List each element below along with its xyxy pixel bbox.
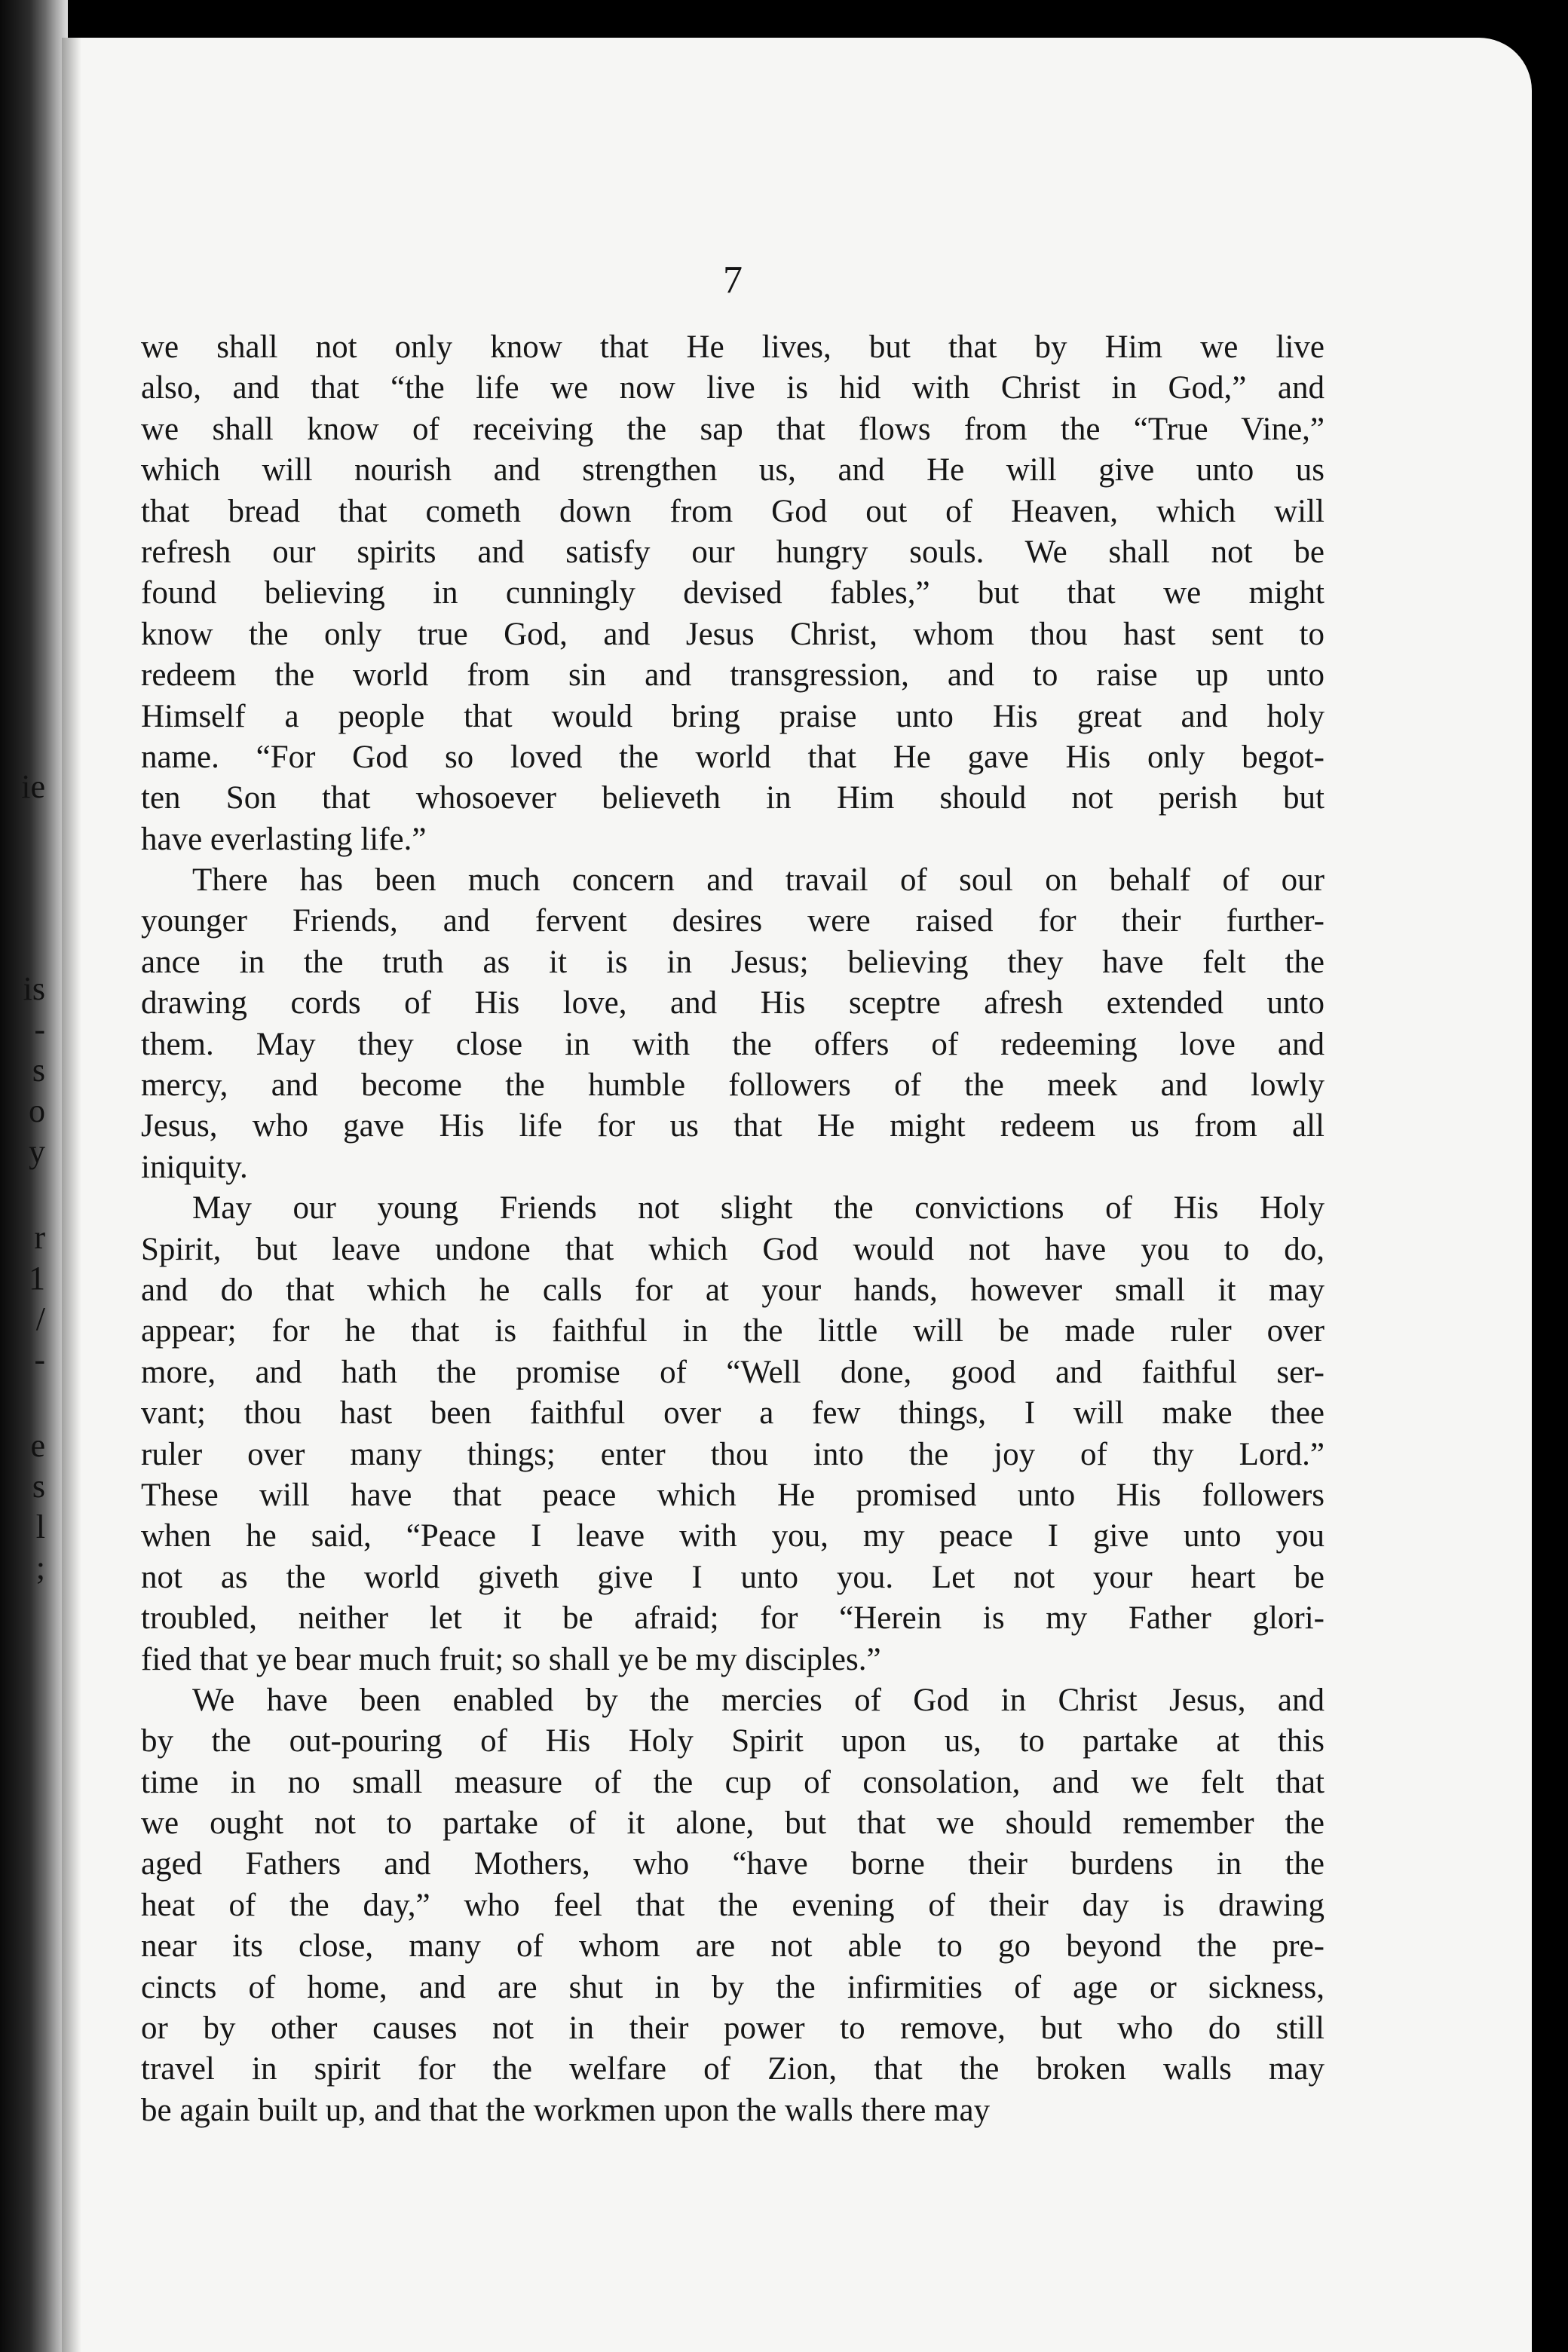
text-line: younger Friends, and fervent desires were raised for their further- (141, 903, 1325, 939)
text-line: Spirit, but leave undone that which God would not have you to do, (141, 1231, 1325, 1267)
book-page (62, 38, 1532, 2352)
text-line: that bread that cometh down from God out of Heaven, which will (141, 493, 1325, 529)
margin-fragment: o (29, 1092, 45, 1129)
text-line: near its close, many of whom are not able to go beyond the pre- (141, 1928, 1325, 1965)
paragraph (141, 860, 1325, 1188)
text-line: fied that ye bear much fruit; so shall ye be my disciples.” (141, 1641, 881, 1677)
text-line: or by other causes not in their power to remove, but who do still (141, 2011, 1325, 2047)
text-line: not as the world giveth give I unto you. Let not your heart be (141, 1559, 1325, 1595)
text-line: by the out-pouring of His Holy Spirit upon us, to partake at this (141, 1723, 1325, 1759)
text-line: we shall not only know that He lives, but that by Him we live (141, 329, 1325, 365)
text-line: troubled, neither let it be afraid; for “Herein is my Father glori- (141, 1600, 1325, 1637)
text-line: be again built up, and that the workmen upon the walls there may (141, 2092, 991, 2128)
text-line: ruler over many things; enter thou into the joy of thy Lord.” (141, 1436, 1325, 1472)
text-line: ten Son that whosoever believeth in Him should not perish but (141, 780, 1325, 816)
text-line: have everlasting life.” (141, 821, 427, 857)
text-line: when he said, “Peace I leave with you, my peace I give unto you (141, 1518, 1325, 1554)
text-line: and do that which he calls for at your hands, however small it may (141, 1272, 1325, 1308)
text-line: also, and that “the life we now live is hid with Christ in God,” and (141, 370, 1325, 406)
margin-fragment: / (35, 1300, 45, 1337)
text-line: There has been much concern and travail of soul on behalf of our (192, 862, 1325, 899)
page-number: 7 (723, 259, 743, 302)
gutter-shadow (62, 38, 81, 2352)
margin-fragment: is (23, 970, 45, 1007)
facing-page-margin (0, 0, 68, 2352)
text-line: know the only true God, and Jesus Christ, whom thou hast sent to (141, 616, 1325, 652)
paragraph (141, 327, 1325, 860)
margin-fragment: - (34, 1341, 45, 1378)
margin-fragment: l (35, 1508, 45, 1545)
text-line: These will have that peace which He promised unto His followers (141, 1477, 1325, 1513)
text-line: we ought not to partake of it alone, but that we should remember the (141, 1805, 1325, 1842)
text-line: mercy, and become the humble followers of the meek and lowly (141, 1067, 1325, 1104)
text-line: vant; thou hast been faithful over a few things, I will make thee (141, 1395, 1325, 1432)
text-line: iniquity. (141, 1149, 248, 1185)
paragraph (141, 1188, 1325, 1680)
text-line: ance in the truth as it is in Jesus; believing they have felt the (141, 944, 1325, 980)
text-line: refresh our spirits and satisfy our hungry souls. We shall not be (141, 534, 1325, 570)
text-line: heat of the day,” who feel that the evening of their day is drawing (141, 1887, 1325, 1923)
text-line: aged Fathers and Mothers, who “have borne their burdens in the (141, 1846, 1325, 1882)
text-line: name. “For God so loved the world that He gave His only begot- (141, 739, 1325, 775)
text-line: May our young Friends not slight the convictions of His Holy (192, 1190, 1325, 1227)
margin-fragment: ie (21, 768, 45, 805)
margin-fragment: e (30, 1427, 45, 1464)
margin-fragment: r (34, 1219, 45, 1256)
margin-fragment: y (29, 1133, 45, 1170)
text-line: we shall know of receiving the sap that flows from the “True Vine,” (141, 411, 1325, 447)
margin-fragment: s (32, 1468, 45, 1505)
text-line: found believing in cunningly devised fables,” but that we might (141, 575, 1325, 611)
paragraph (141, 1680, 1325, 2131)
margin-fragment: ; (35, 1549, 45, 1586)
text-line: redeem the world from sin and transgression, and to raise up unto (141, 657, 1325, 694)
text-line: which will nourish and strengthen us, and He will give unto us (141, 452, 1325, 488)
body-text (141, 327, 1325, 2131)
text-line: them. May they close in with the offers of redeeming love and (141, 1026, 1325, 1062)
text-line: cincts of home, and are shut in by the infirmities of age or sickness, (141, 1969, 1325, 2005)
text-line: time in no small measure of the cup of consolation, and we felt that (141, 1764, 1325, 1800)
text-line: drawing cords of His love, and His sceptre afresh extended unto (141, 985, 1325, 1021)
margin-fragment: - (34, 1011, 45, 1048)
text-line: appear; for he that is faithful in the little will be made ruler over (141, 1313, 1325, 1349)
text-line: Jesus, who gave His life for us that He might redeem us from all (141, 1108, 1325, 1144)
text-line: Himself a people that would bring praise unto His great and holy (141, 698, 1325, 734)
margin-fragment: s (32, 1052, 45, 1089)
text-line: more, and hath the promise of “Well done, good and faithful ser- (141, 1354, 1325, 1390)
margin-fragment: 1 (29, 1260, 45, 1297)
text-line: travel in spirit for the welfare of Zion, that the broken walls may (141, 2051, 1325, 2087)
text-line: We have been enabled by the mercies of God in Christ Jesus, and (192, 1682, 1325, 1718)
